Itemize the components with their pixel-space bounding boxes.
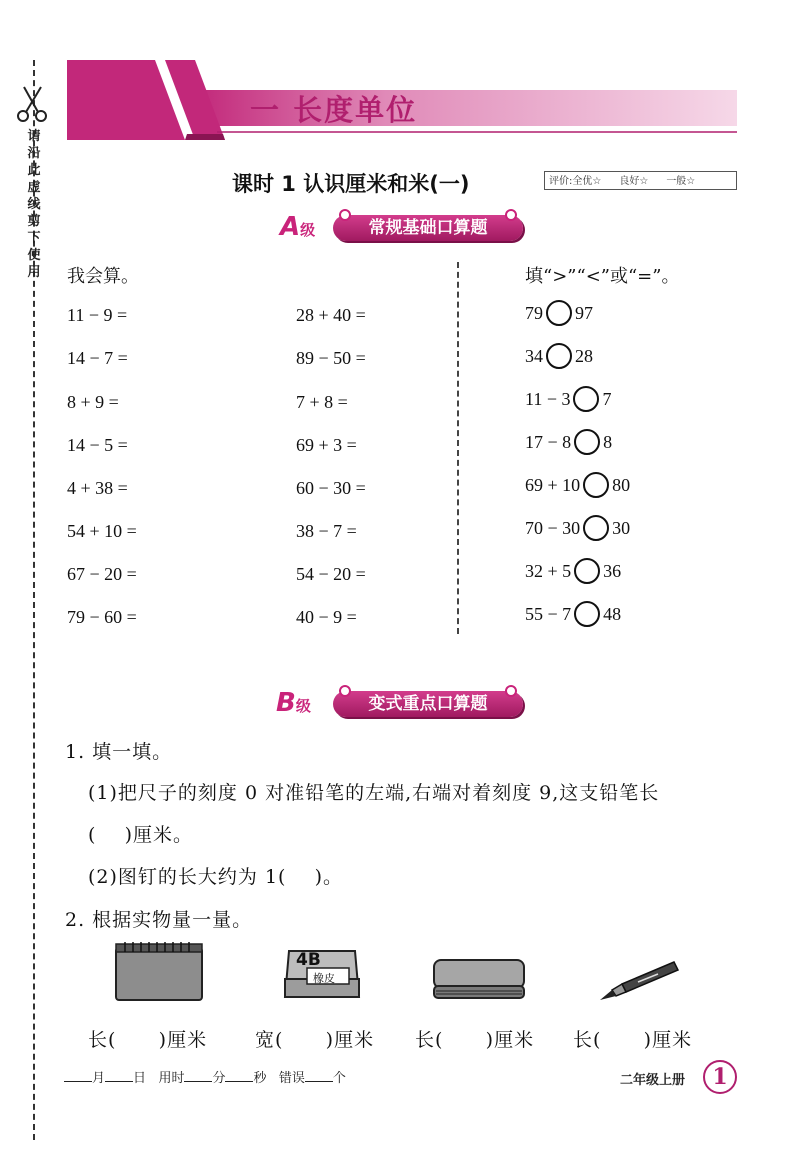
calc-item: 38 − 7 = <box>296 521 357 541</box>
calc-item: 54 + 10 = <box>67 521 137 541</box>
calc-item: 40 − 9 = <box>296 607 357 627</box>
compare-item: 11 − 3 7 <box>525 388 611 414</box>
compare-item: 32 + 5 36 <box>525 560 621 586</box>
calc-item: 7 + 8 = <box>296 392 348 412</box>
column-divider <box>457 262 459 634</box>
lesson-title: 课时 1 认识厘米和米(一) <box>232 172 470 196</box>
compare-item: 55 − 7 48 <box>525 603 621 629</box>
measure-length-notebook[interactable]: 长( )厘米 <box>88 1029 208 1051</box>
compare-item: 70 − 30 30 <box>525 517 630 543</box>
grade-label: 二年级上册 <box>620 1073 686 1088</box>
compare-item: 34 28 <box>525 345 593 371</box>
rating-box <box>544 171 737 190</box>
compare-instruction: 填“>”“<”或“=”。 <box>525 266 680 287</box>
question-1-part1: (1)把尺子的刻度 0 对准铅笔的左端,右端对着刻度 9,这支铅笔长 <box>88 782 660 804</box>
question-1-part2[interactable]: (2)图钉的长大约为 1( )。 <box>88 866 344 888</box>
calc-item: 14 − 7 = <box>67 348 128 368</box>
rating-prefix: 评价: <box>549 176 573 187</box>
level-b-letter: B <box>276 688 296 718</box>
answer-circle[interactable] <box>574 601 600 627</box>
calc-instruction: 我会算。 <box>67 266 139 287</box>
level-b-badge <box>276 688 311 718</box>
cut-instruction: 请 沿 此 虚 线 剪 下 使 用 <box>27 129 41 280</box>
level-a-label: 常规基础口算题 <box>333 215 523 241</box>
calc-item: 69 + 3 = <box>296 435 357 455</box>
question-2-title: 2. 根据实物量一量。 <box>65 909 253 931</box>
compare-item: 69 + 10 80 <box>525 474 630 500</box>
calc-item: 54 − 20 = <box>296 564 366 584</box>
level-b-label: 变式重点口算题 <box>333 691 523 717</box>
answer-circle[interactable] <box>583 472 609 498</box>
answer-circle[interactable] <box>574 558 600 584</box>
answer-circle[interactable] <box>583 515 609 541</box>
answer-circle[interactable] <box>573 386 599 412</box>
calc-item: 60 − 30 = <box>296 478 366 498</box>
answer-circle[interactable] <box>574 429 600 455</box>
level-a-badge <box>280 212 315 242</box>
calc-item: 89 − 50 = <box>296 348 366 368</box>
rating-good: 良好☆ <box>619 176 649 187</box>
calc-item: 79 − 60 = <box>67 607 137 627</box>
calc-item: 67 − 20 = <box>67 564 137 584</box>
rating-excellent: 全优☆ <box>572 176 602 187</box>
level-a-letter: A <box>280 212 301 242</box>
level-b-ji: 级 <box>295 697 311 715</box>
eraser-label-4b: 4B <box>296 950 321 970</box>
calc-item: 4 + 38 = <box>67 478 128 498</box>
compare-item: 17 − 8 8 <box>525 431 612 457</box>
notebook-icon <box>113 942 205 1002</box>
rating-fair: 一般☆ <box>666 176 696 187</box>
calc-item: 14 − 5 = <box>67 435 128 455</box>
page-number: 1 <box>703 1060 737 1094</box>
compare-item: 79 97 <box>525 302 593 328</box>
answer-circle[interactable] <box>546 343 572 369</box>
fountain-pen-icon <box>598 960 680 1004</box>
answer-circle[interactable] <box>546 300 572 326</box>
chapter-title: 一 长度单位 <box>250 93 418 127</box>
pencil-case-icon <box>432 958 526 1000</box>
measure-length-pen[interactable]: 长( )厘米 <box>573 1029 693 1051</box>
question-1-part1-answer[interactable]: ( )厘米。 <box>88 824 193 846</box>
question-1-title: 1. 填一填。 <box>65 741 173 763</box>
calc-item: 8 + 9 = <box>67 392 119 412</box>
scissors-icon <box>14 84 52 124</box>
measure-width-eraser[interactable]: 宽( )厘米 <box>255 1029 375 1051</box>
calc-item: 11 − 9 = <box>67 305 128 325</box>
footer-record: 月 日 用时 分 秒 错误 个 <box>64 1067 346 1086</box>
measure-length-pencil-case[interactable]: 长( )厘米 <box>415 1029 535 1051</box>
calc-item: 28 + 40 = <box>296 305 366 325</box>
level-a-ji: 级 <box>300 221 316 239</box>
eraser-label: 橡皮 <box>313 972 335 985</box>
